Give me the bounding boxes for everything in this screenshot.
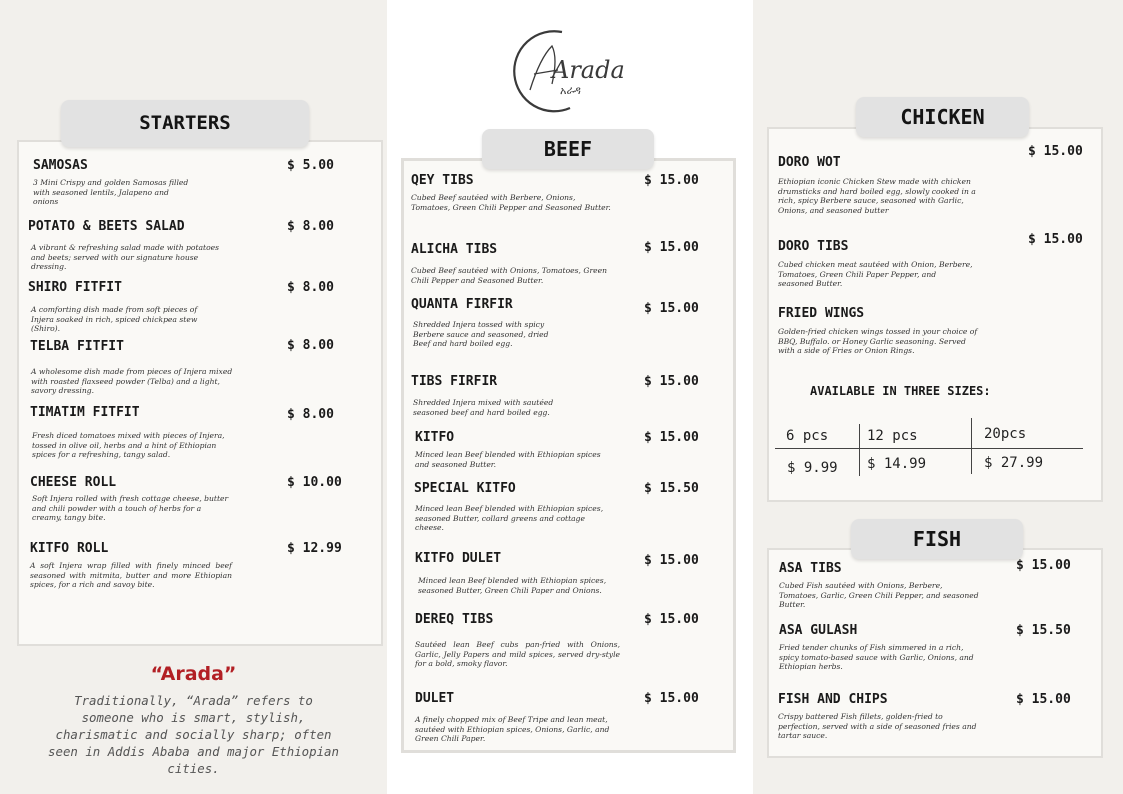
size-price-6pcs: $ 9.99 xyxy=(787,460,838,476)
sizes-title: AVAILABLE IN THREE SIZES: xyxy=(810,384,991,398)
item-description: Cubed Fish sautéed with Onions, Berbere, Tomatoes, Garlic, Green Chili Pepper, and seasoned Butter. xyxy=(779,581,979,610)
item-name: DULET xyxy=(415,691,455,706)
item-name: DORO WOT xyxy=(778,155,841,170)
size-price-20pcs: $ 27.99 xyxy=(984,455,1044,471)
item-description: Sautéed lean Beef cubs pan-fried with Onions, Garlic, Jelly Papers and mild spices, served dry-style for a bold, smoky flavor. xyxy=(415,640,620,669)
item-name: SAMOSAS xyxy=(33,158,88,173)
item-description: Minced lean Beef blended with Ethiopian spices, seasoned Butter, Green Chili Paper and Onions. xyxy=(418,576,607,595)
fish-title: FISH xyxy=(912,527,962,551)
item-price: $ 15.50 xyxy=(1016,623,1071,638)
item-price: $ 15.50 xyxy=(644,481,699,496)
item-name: ASA TIBS xyxy=(779,561,842,576)
item-name: QUANTA FIRFIR xyxy=(411,297,513,312)
item-price: $ 8.00 xyxy=(287,407,334,422)
item-price: $ 15.00 xyxy=(644,240,699,255)
item-name: DEREQ TIBS xyxy=(415,612,494,627)
item-price: $ 10.00 xyxy=(287,475,342,490)
item-description: Minced lean Beef blended with Ethiopian spices and seasoned Butter. xyxy=(415,450,601,469)
item-price: $ 15.00 xyxy=(644,374,699,389)
item-price: $ 15.00 xyxy=(1016,692,1071,707)
item-name: SPECIAL KITFO xyxy=(414,481,516,496)
item-name: SHIRO FITFIT xyxy=(28,280,122,295)
arada-definition: Traditionally, “Arada” refers to someone who is smart, stylish, charismatic and socially sharp; often seen in Addis Ababa and major Ethiopian cities. xyxy=(48,693,339,776)
item-description: Soft Injera rolled with fresh cottage cheese, butter and chili powder with a touch of herbs for a creamy, tangy bite. xyxy=(32,494,229,523)
item-name: KITFO xyxy=(415,430,455,445)
beef-header xyxy=(482,129,654,169)
item-price: $ 8.00 xyxy=(287,338,334,353)
item-description: A comforting dish made from soft pieces of Injera soaked in rich, spiced chickpea stew (Shiro). xyxy=(31,305,198,334)
item-price: $ 15.00 xyxy=(1028,144,1083,159)
item-description: A vibrant & refreshing salad made with potatoes and beets; served with our signature house dressing. xyxy=(31,243,220,272)
item-name: POTATO & BEETS SALAD xyxy=(28,219,185,234)
logo-script: Arada xyxy=(552,56,625,84)
item-price: $ 8.00 xyxy=(287,280,334,295)
item-price: $ 15.00 xyxy=(644,612,699,627)
item-description: Golden-fried chicken wings tossed in your choice of BBQ, Buffalo. or Honey Garlic seasoning. Served with a side of Fries or Onion Rings. xyxy=(778,327,978,356)
item-name: DORO TIBS xyxy=(778,239,849,254)
item-price: $ 12.99 xyxy=(287,541,342,556)
item-name: TIBS FIRFIR xyxy=(411,374,498,389)
item-price: $ 8.00 xyxy=(287,219,334,234)
item-name: CHEESE ROLL xyxy=(30,475,117,490)
item-description: Ethiopian iconic Chicken Stew made with chicken drumsticks and hard boiled egg, slowly cooked in a rich, spicy Berbere sauce, seasoned with Garlic, Onions, and seasoned butter xyxy=(778,177,976,215)
item-description: Fresh diced tomatoes mixed with pieces of Injera, tossed in olive oil, herbs and a hint of Ethiopian spices for a refreshing, tangy salad. xyxy=(32,431,225,460)
item-name: QEY TIBS xyxy=(411,173,474,188)
item-description: Cubed Beef sautéed with Onions, Tomatoes, Green Chili Pepper and Seasoned Butter. xyxy=(411,266,607,285)
starters-header xyxy=(61,100,309,147)
item-name: FRIED WINGS xyxy=(778,306,865,321)
sizes-table-divider xyxy=(775,448,1083,449)
item-name: FISH AND CHIPS xyxy=(778,692,888,707)
arada-logo xyxy=(500,18,640,118)
item-description: Cubed Beef sautéed with Berbere, Onions, Tomatoes, Green Chili Pepper and Seasoned Butter. xyxy=(411,193,611,212)
sizes-column-divider xyxy=(971,418,972,474)
item-description: 3 Mini Crispy and golden Samosas filled with seasoned lentils, Jalapeno and onions xyxy=(33,178,189,207)
starters-title: STARTERS xyxy=(139,112,231,134)
item-price: $ 15.00 xyxy=(1016,558,1071,573)
size-label-12pcs: 12 pcs xyxy=(867,428,918,444)
size-label-6pcs: 6 pcs xyxy=(786,428,829,444)
size-label-20pcs: 20pcs xyxy=(984,426,1027,442)
item-price: $ 15.00 xyxy=(1028,232,1083,247)
logo-arc-icon xyxy=(500,18,640,118)
item-description: A finely chopped mix of Beef Tripe and lean meat, sautéed with Ethiopian spices, Onions, Garlic, and Green Chili Paper. xyxy=(415,715,610,744)
item-description: Cubed chicken meat sautéed with Onion, Berbere, Tomatoes, Green Chili Paper Pepper, and seasoned Butter. xyxy=(778,260,973,289)
fish-header xyxy=(851,519,1023,559)
chicken-title: CHICKEN xyxy=(900,105,985,129)
logo-amharic: አራዳ xyxy=(560,84,581,97)
size-price-12pcs: $ 14.99 xyxy=(867,456,927,472)
item-description: Crispy battered Fish fillets, golden-fried to perfection, served with a side of seasoned fries and tartar sauce. xyxy=(778,712,977,741)
chicken-header xyxy=(856,97,1029,137)
sizes-column-divider xyxy=(859,424,860,476)
item-description: A soft Injera wrap filled with finely minced beef seasoned with mitmita, butter and more Ethiopian spices, for a rich and savoy bite. xyxy=(30,561,232,590)
item-name: TIMATIM FITFIT xyxy=(30,405,140,420)
item-description: Fried tender chunks of Fish simmered in a rich, spicy tomato-based sauce with Garlic, Onions, and Ethiopian herbs. xyxy=(779,643,974,672)
beef-title: BEEF xyxy=(543,137,593,161)
item-description: A wholesome dish made from pieces of Injera mixed with roasted flaxseed powder (Telba) and a light, savory dressing. xyxy=(31,367,233,396)
item-price: $ 5.00 xyxy=(287,158,334,173)
item-name: TELBA FITFIT xyxy=(30,339,124,354)
item-price: $ 15.00 xyxy=(644,301,699,316)
item-name: ASA GULASH xyxy=(779,623,858,638)
arada-heading: “Arada” xyxy=(150,663,237,685)
item-description: Shredded Injera tossed with spicy Berbere sauce and seasoned, dried Beef and hard boiled egg. xyxy=(413,320,549,349)
item-price: $ 15.00 xyxy=(644,691,699,706)
item-name: KITFO ROLL xyxy=(30,541,109,556)
item-price: $ 15.00 xyxy=(644,173,699,188)
item-name: KITFO DULET xyxy=(415,551,502,566)
item-name: ALICHA TIBS xyxy=(411,242,498,257)
item-description: Shredded Injera mixed with sautéed seasoned beef and hard boiled egg. xyxy=(413,398,554,417)
item-price: $ 15.00 xyxy=(644,553,699,568)
item-price: $ 15.00 xyxy=(644,430,699,445)
item-description: Minced lean Beef blended with Ethiopian spices, seasoned Butter, collard greens and cottage cheese. xyxy=(415,504,604,533)
